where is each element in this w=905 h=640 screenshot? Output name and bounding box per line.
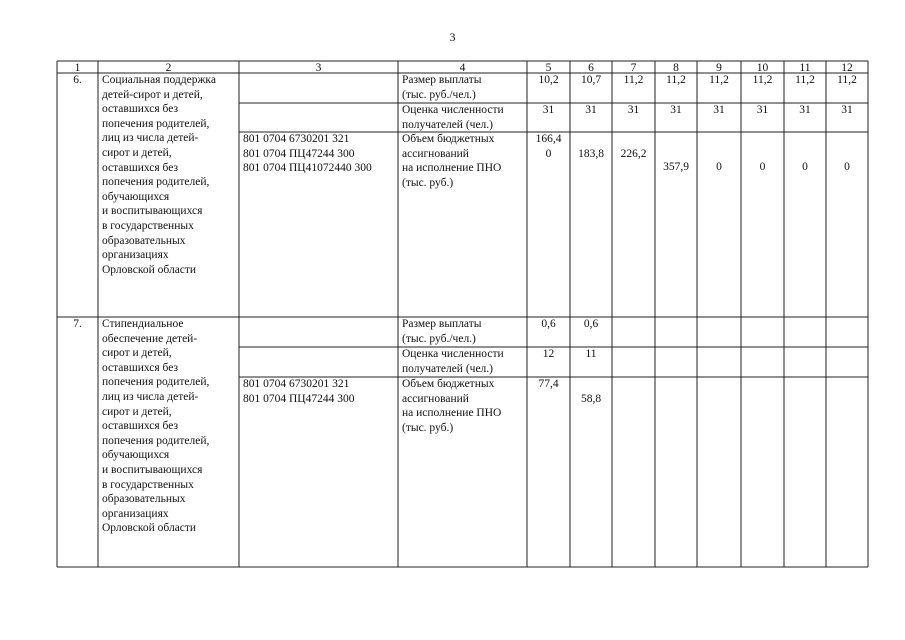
page-number: 3 — [449, 30, 456, 44]
indicator-label: Оценка численности получателей (чел.) — [402, 104, 504, 131]
value-cell: 0 — [802, 161, 808, 173]
value-cell: 31 — [841, 104, 853, 116]
value-cell — [741, 317, 784, 347]
value-cell — [612, 377, 655, 567]
indicator-label: Объем бюджетных ассигнований на исполнение ПНО (тыс. руб.) — [402, 378, 502, 434]
value-cell: 31 — [799, 104, 811, 116]
value-cell: 31 — [627, 104, 640, 116]
value-cell: 31 — [713, 104, 725, 116]
value-cell — [612, 317, 655, 347]
indicator-label: Размер выплаты (тыс. руб./чел.) — [402, 74, 482, 101]
value-cell: 166,4 0 — [535, 133, 562, 160]
value-cell — [697, 347, 741, 377]
value-cell: 11,2 — [752, 74, 773, 86]
indicator-label: Оценка численности получателей (чел.) — [402, 348, 504, 375]
value-cell — [612, 347, 655, 377]
value-cell: 10,7 — [580, 74, 602, 86]
value-cell: 11 — [585, 348, 597, 360]
value-cell: 357,9 — [663, 161, 689, 173]
indicator-label: Объем бюджетных ассигнований на исполнение ПНО (тыс. руб.) — [402, 133, 502, 189]
row-number: 6. — [73, 74, 82, 86]
row-number: 7. — [73, 318, 82, 330]
value-cell — [655, 377, 697, 567]
value-cell: 226,2 — [620, 148, 647, 160]
value-cell: 77,4 — [538, 378, 559, 390]
value-cell: 10,2 — [538, 74, 559, 86]
header-cell-1: 1 — [74, 62, 81, 73]
value-cell: 12 — [542, 348, 555, 360]
header-cell-10: 10 — [756, 62, 769, 73]
value-cell: 11,2 — [837, 74, 857, 86]
header-cell-2: 2 — [165, 62, 172, 73]
header-cell-11: 11 — [799, 62, 811, 73]
value-cell — [697, 377, 741, 567]
value-cell — [741, 377, 784, 567]
value-cell — [826, 317, 868, 347]
value-cell: 31 — [670, 104, 682, 116]
value-cell: 31 — [542, 104, 555, 116]
header-cell-3: 3 — [315, 62, 322, 73]
header-cell-8: 8 — [673, 62, 679, 73]
value-cell: 0 — [759, 161, 766, 173]
header-cell-7: 7 — [630, 62, 637, 73]
value-cell — [784, 347, 826, 377]
value-cell: 11,2 — [666, 74, 686, 86]
header-cell-5: 5 — [545, 62, 552, 73]
value-cell — [784, 377, 826, 567]
value-cell: 0,6 — [541, 318, 556, 330]
value-cell: 11,2 — [795, 74, 815, 86]
value-cell — [655, 317, 697, 347]
value-cell: 11,2 — [709, 74, 729, 86]
value-cell — [697, 317, 741, 347]
value-cell — [784, 317, 826, 347]
header-cell-6: 6 — [588, 62, 594, 73]
value-cell: 183,8 — [578, 148, 604, 160]
value-cell: 0 — [716, 161, 722, 173]
value-cell: 31 — [756, 104, 769, 116]
indicator-label: Размер выплаты (тыс. руб./чел.) — [402, 318, 482, 345]
value-cell — [741, 347, 784, 377]
value-cell — [826, 347, 868, 377]
budget-codes: 801 0704 6730201 321 801 0704 ПЦ47244 300 801 0704 ПЦ41072440 300 — [243, 133, 372, 175]
value-cell: 58,8 — [580, 393, 602, 405]
value-cell — [655, 347, 697, 377]
value-cell: 0 — [844, 161, 850, 173]
measure-name: Социальная поддержка детей-сирот и детей, оставшихся без попечения родителей, лиц из числа детей- сирот и детей, оставшихся без попечения родителей, обучающихся и воспитывающихся в государственных образовательных организациях Орловской области — [102, 74, 216, 276]
value-cell: 0,6 — [583, 318, 599, 330]
value-cell — [826, 377, 868, 567]
measure-name: Стипендиальное обеспечение детей- сирот и детей, оставшихся без попечения родителей, лиц из числа детей- сирот и детей, оставшихся без попечения родителей, обучающихся и воспитывающихся в государственных образовательных организациях Орловской области — [102, 318, 210, 535]
header-cell-9: 9 — [716, 62, 722, 73]
value-cell: 31 — [585, 104, 597, 116]
budget-codes: 801 0704 6730201 321 801 0704 ПЦ47244 300 — [243, 378, 355, 405]
header-cell-4: 4 — [459, 62, 466, 73]
value-cell: 11,2 — [623, 74, 644, 86]
header-cell-12: 12 — [841, 62, 853, 73]
